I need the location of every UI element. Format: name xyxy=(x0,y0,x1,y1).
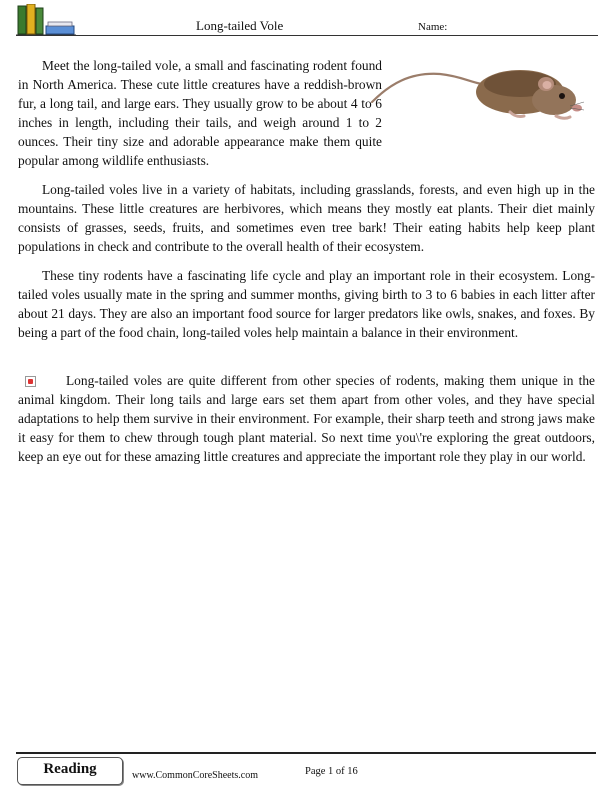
page-number: Page 1 of 16 xyxy=(305,766,358,777)
paragraph-habitat: Long-tailed voles live in a variety of habitats, including grasslands, forests, and even high up in the mountains. These little creatures are herbivores, which means they mostly eat plants. Their diet mainly consists of grasses, seeds, fruits, and sometimes even tree bark! Their eating habits help keep plant populations in check and contribute to the overall health of their ecosystem. xyxy=(18,182,595,254)
page-title: Long-tailed Vole xyxy=(196,18,284,33)
paragraph-adaptations: Long-tailed voles are quite different from other species of rodents, making them unique in the animal kingdom. Their long tails and large ears set them apart from other voles, and they have special adaptations to help them survive in their environment. For example, their sharp teeth and strong jaws make it easy for them to chew through tough plant material. So next time you\'re exploring the great outdoors, keep an eye out for these amazing little creatures and appreciate the important role they play in our world. xyxy=(18,373,595,464)
section-label: Reading xyxy=(43,761,97,777)
paragraph-life-cycle: These tiny rodents have a fascinating life cycle and play an important role in their ecosystem. Long-tailed voles usually mate in the spring and summer months, giving birth to 3 to 6 babies in each litter after about 21 days. They are also an important food source for larger predators like owls, snakes, and foxes. By being a part of the food chain, long-tailed voles help maintain a balance in their environment. xyxy=(18,268,595,340)
page-header xyxy=(0,0,612,40)
paragraph-intro: Meet the long-tailed vole, a small and fascinating rodent found in North America. These cute little creatures have a reddish-brown fur, a long tail, and large ears. They usually grow to be about 4 to 6 inches in length, including their tails, and weigh around 1 to 2 ounces. Their tiny size and adorable appearance make them quite popular among wildlife enthusiasts. xyxy=(18,58,382,168)
header-divider xyxy=(16,35,598,36)
section-badge xyxy=(17,757,123,785)
website-link[interactable]: www.CommonCoreSheets.com xyxy=(132,770,259,781)
vole-photo xyxy=(370,54,585,134)
footer-divider xyxy=(16,752,596,754)
name-label: Name: xyxy=(418,21,448,33)
books-icon xyxy=(16,4,76,36)
